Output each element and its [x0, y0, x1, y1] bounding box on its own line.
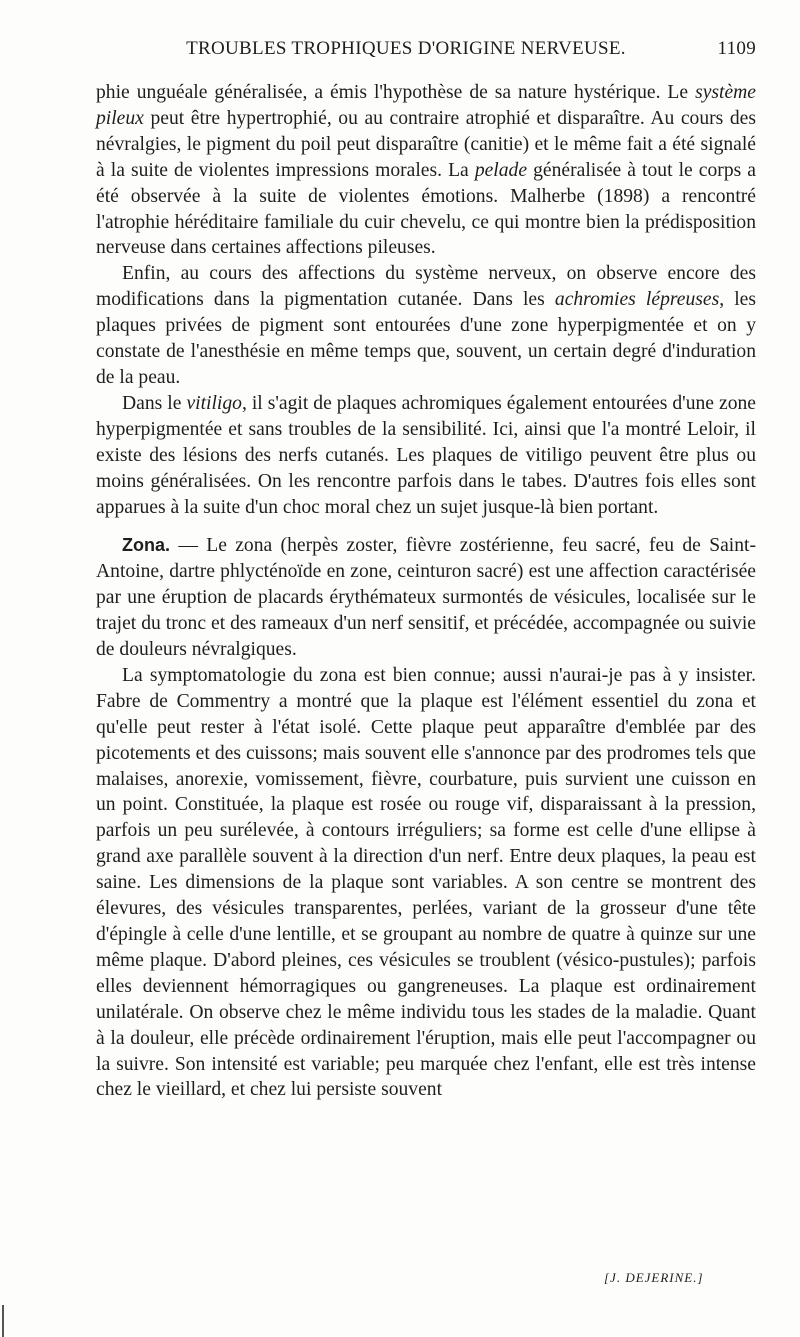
page-header [96, 38, 756, 60]
author-signature: [J. DEJERINE.] [604, 1270, 704, 1285]
text-run: peut être hypertrophié, ou au contraire atrophié et disparaître. Au cours des névralgies, le pigment du poil peut disparaître (canitie) et le même fait a été signalé à la suite de violentes impressions morales. La [96, 107, 756, 181]
paragraph-p1 [96, 80, 756, 261]
text-run: Enfin, au cours des affections du système nerveux, on observe encore des modifications dans la pigmentation cutanée. Dans les [96, 263, 756, 311]
text-run: La symptomatologie du zona est bien connue; aussi n'aurai-je pas à y insister. Fabre de Commentry a montré que la plaque est l'élément essentiel du zona et qu'elle peut rester à l'état isolé. Cette plaque peut apparaître d'emblée par des picotements et des cuissons; mais souvent elle s'annonce par des prodromes tels que malaises, anorexie, vomissement, fièvre, courbature, puis survient une cuisson en un point. Constituée, la plaque est rosée ou rouge vif, disparaissant à la pression, parfois un peu surélevée, à contours irréguliers; sa forme est celle d'une ellipse à grand axe parallèle souvent à la direction d'un nerf. Entre deux plaques, la peau est saine. Les dimensions de la plaque sont variables. A son centre se montrent des élevures, des vésicules transparentes, perlées, variant de la grosseur d'une tête d'épingle à celle d'une lentille, et se groupant au nombre de quatre à quinze sur une même plaque. D'abord pleines, ces vésicules se troublent (vésico-pustules); parfois elles deviennent hémorragiques ou gangreneuses. La plaque est ordinairement unilatérale. On observe chez le même individu tous les stades de la maladie. Quant à la douleur, elle précède ordinairement l'éruption, mais elle peut l'accompagner ou la suivre. Son intensité est variable; peu marquée chez l'enfant, elle est très intense chez le vieillard, et chez lui persiste souvent [96, 664, 756, 1101]
margin-mark [2, 1305, 4, 1337]
text-run: — Le zona (herpès zoster, fièvre zostérienne, feu sacré, feu de Saint-Antoine, dartre phlycténoïde en zone, ceinturon sacré) est une affection caractérisée par une éruption de placards érythémateux surmontés de vésicules, localisée sur le trajet du tronc et des rameaux d'un nerf sensitif, et précédée, accompagnée ou suivie de douleurs névralgiques. [96, 535, 756, 661]
italic-term: pelade [474, 159, 528, 181]
italic-term: vitiligo [186, 392, 242, 414]
text-run: phie unguéale généralisée, a émis l'hypothèse de sa nature hystérique. Le [96, 82, 696, 103]
section-heading: Zona. [122, 535, 170, 556]
text-run: , il s'agit de plaques achromiques également entourées d'une zone hyperpigmentée et sans troubles de la sensibilité. Ici, ainsi que l'a montré Leloir, il existe des lésions des nerfs cutanés. Les plaques de vitiligo peuvent être plus ou moins généralisées. On les rencontre parfois dans le tabes. D'autres fois elles sont apparues à la suite d'un choc moral chez un sujet jusque-là bien portant. [96, 392, 756, 518]
text-run: généralisée à tout le corps a été observée à la suite de violentes émotions. Malherbe (1898) a rencontré l'atrophie héréditaire familiale du cuir chevelu, ce qui montre bien la prédisposition nerveuse dans certaines affections pileuses. [96, 159, 757, 259]
paragraph-p2 [96, 261, 756, 391]
paragraph-p5 [96, 663, 756, 1103]
paragraph-p4 [96, 533, 756, 663]
running-title: TROUBLES TROPHIQUES D'ORIGINE NERVEUSE. [186, 38, 626, 59]
text-run: Dans le [122, 392, 187, 414]
italic-term: système pileux [96, 82, 756, 129]
body-text [96, 80, 756, 1103]
paragraph-p3 [96, 391, 756, 521]
page-number: 1109 [717, 38, 756, 59]
text-run: , les plaques privées de pigment sont entourées d'une zone hyperpigmentée et on y constate de l'anesthésie en même temps que, souvent, un certain degré d'induration de la peau. [96, 289, 756, 388]
italic-term: achromies lépreuses [554, 289, 720, 311]
